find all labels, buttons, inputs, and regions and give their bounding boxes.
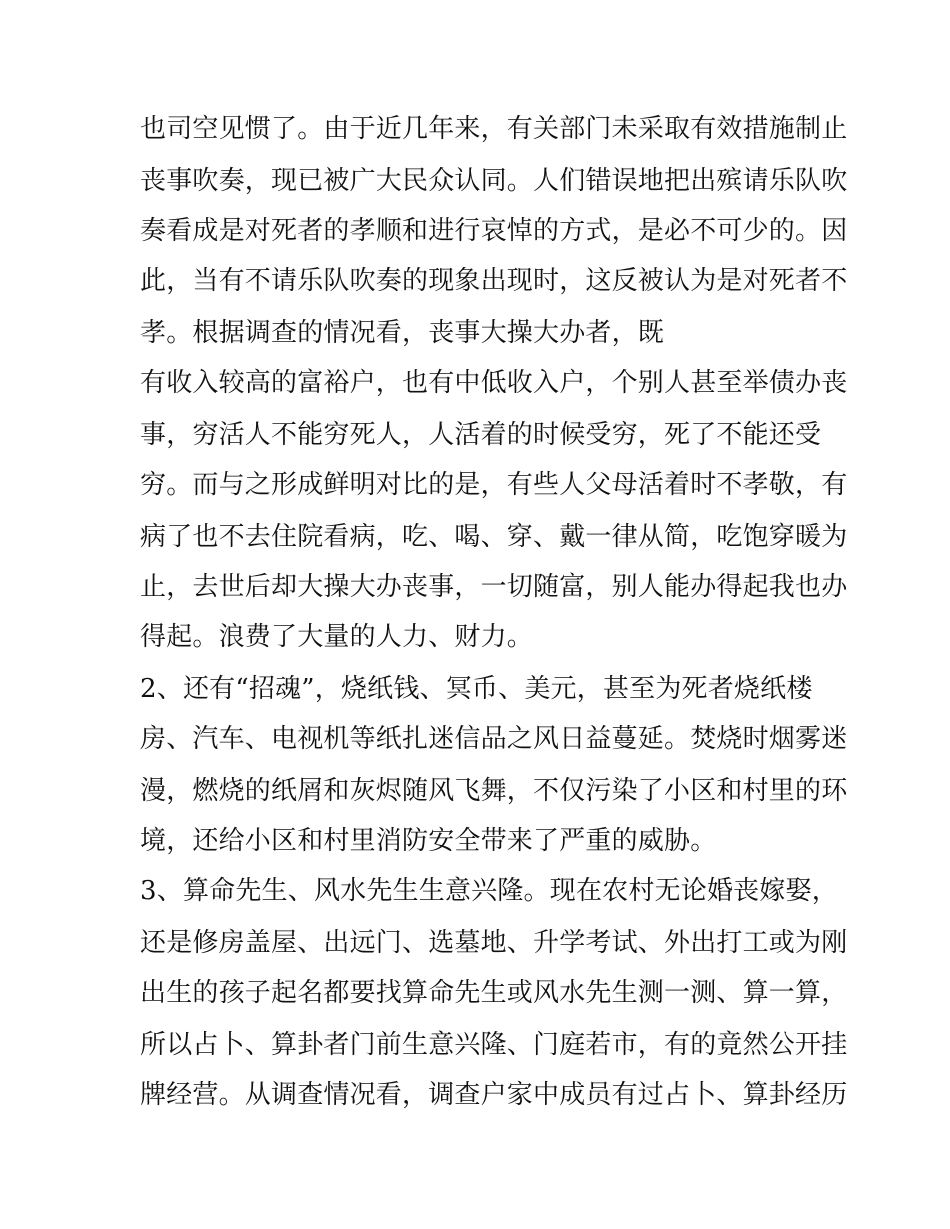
text-line: 穷。而与之形成鲜明对比的是，有些人父母活着时不孝敬，有 (140, 470, 848, 500)
text-line: 出生的孩子起名都要找算命先生或风水先生测一测、算一算， (140, 978, 848, 1008)
text-line: 孝。根据调查的情况看，丧事大操大办者，既 (140, 318, 665, 348)
text-line: 2、还有“招魂”，烧纸钱、冥币、美元，甚至为死者烧纸楼 (140, 674, 813, 704)
text-line: 漫，燃烧的纸屑和灰烬随风飞舞，不仅污染了小区和村里的环 (140, 776, 848, 806)
text-line: 牌经营。从调查情况看，调查户家中成员有过占卜、算卦经历 (140, 1080, 848, 1110)
text-line: 也司空见惯了。由于近几年来，有关部门未采取有效措施制止 (140, 114, 848, 144)
text-line: 事，穷活人不能穷死人，人活着的时候受穷，死了不能还受 (140, 420, 822, 450)
text-line: 奏看成是对死者的孝顺和进行哀悼的方式，是必不可少的。因 (140, 216, 848, 246)
text-line: 境，还给小区和村里消防安全带来了严重的威胁。 (140, 826, 717, 856)
text-line: 丧事吹奏，现已被广大民众认同。人们错误地把出殡请乐队吹 (140, 166, 848, 196)
text-line: 有收入较高的富裕户，也有中低收入户，个别人甚至举债办丧 (140, 368, 848, 398)
text-line: 止，去世后却大操大办丧事，一切随富，别人能办得起我也办 (140, 572, 848, 602)
text-line: 所以占卜、算卦者门前生意兴隆、门庭若市，有的竟然公开挂 (140, 1030, 848, 1060)
text-line: 还是修房盖屋、出远门、选墓地、升学考试、外出打工或为刚 (140, 928, 848, 958)
text-line: 房、汽车、电视机等纸扎迷信品之风日益蔓延。焚烧时烟雾迷 (140, 724, 848, 754)
text-line: 得起。浪费了大量的人力、财力。 (140, 622, 534, 652)
text-line: 此，当有不请乐队吹奏的现象出现时，这反被认为是对死者不 (140, 266, 848, 296)
text-line: 3、算命先生、风水先生生意兴隆。现在农村无论婚丧嫁娶， (140, 876, 838, 906)
text-line: 病了也不去住院看病，吃、喝、穿、戴一律从简，吃饱穿暖为 (140, 522, 848, 552)
